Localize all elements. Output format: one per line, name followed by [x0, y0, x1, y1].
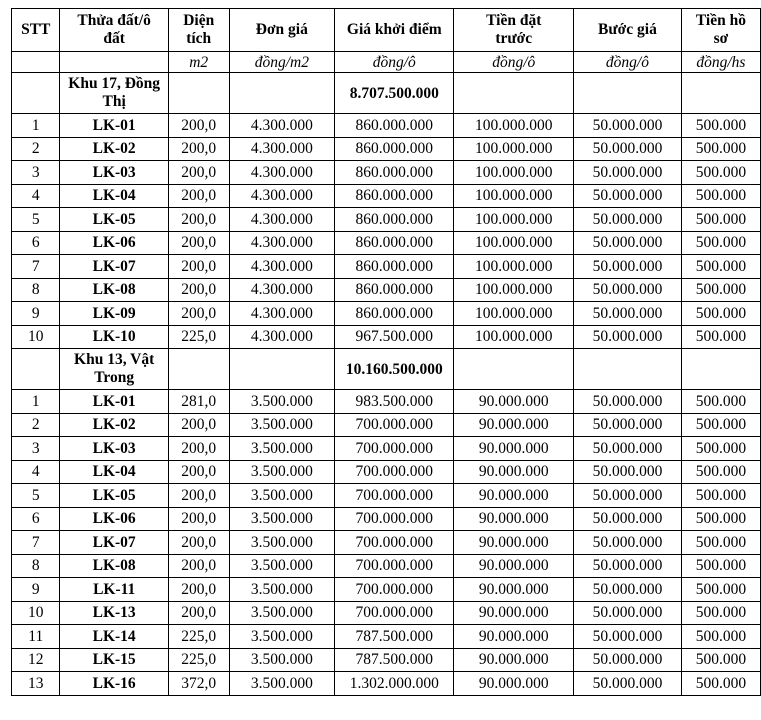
row-fee: 500.000 [681, 184, 760, 208]
row-area: 281,0 [168, 390, 229, 414]
unit-plot [60, 52, 168, 73]
row-deposit: 100.000.000 [454, 137, 574, 161]
row-area: 225,0 [168, 325, 229, 349]
row-fee: 500.000 [681, 507, 760, 531]
row-fee: 500.000 [681, 302, 760, 326]
row-stt: 7 [12, 531, 60, 555]
row-area: 200,0 [168, 601, 229, 625]
row-deposit: 90.000.000 [454, 437, 574, 461]
row-start-price: 787.500.000 [335, 625, 454, 649]
row-fee: 500.000 [681, 601, 760, 625]
unit-fee: đồng/hs [681, 52, 760, 73]
table-row [12, 302, 761, 326]
row-stt: 8 [12, 278, 60, 302]
unit-start-price: đồng/ô [335, 52, 454, 73]
row-plot: LK-15 [60, 648, 168, 672]
row-fee: 500.000 [681, 208, 760, 232]
row-unit-price: 3.500.000 [229, 437, 335, 461]
row-plot: LK-07 [60, 255, 168, 279]
row-plot: LK-08 [60, 554, 168, 578]
row-unit-price: 3.500.000 [229, 390, 335, 414]
row-step: 50.000.000 [574, 137, 682, 161]
header-deposit: Tiền đặt trước [454, 9, 574, 52]
row-start-price: 860.000.000 [335, 255, 454, 279]
table-row [12, 114, 761, 138]
header-step: Bước giá [574, 9, 682, 52]
row-fee: 500.000 [681, 255, 760, 279]
row-stt: 6 [12, 231, 60, 255]
row-deposit: 100.000.000 [454, 161, 574, 185]
zone-step [574, 349, 682, 390]
row-deposit: 90.000.000 [454, 601, 574, 625]
row-start-price: 700.000.000 [335, 601, 454, 625]
row-unit-price: 4.300.000 [229, 114, 335, 138]
table-row [12, 231, 761, 255]
table-row [12, 578, 761, 602]
header-plot: Thửa đất/ô đất [60, 9, 168, 52]
row-stt: 10 [12, 601, 60, 625]
row-fee: 500.000 [681, 484, 760, 508]
row-area: 200,0 [168, 507, 229, 531]
row-stt: 2 [12, 137, 60, 161]
row-unit-price: 3.500.000 [229, 484, 335, 508]
row-area: 200,0 [168, 208, 229, 232]
row-stt: 3 [12, 161, 60, 185]
zone-unit-price [229, 73, 335, 114]
row-area: 200,0 [168, 278, 229, 302]
row-stt: 2 [12, 413, 60, 437]
row-deposit: 100.000.000 [454, 231, 574, 255]
row-step: 50.000.000 [574, 184, 682, 208]
row-plot: LK-04 [60, 460, 168, 484]
auction-price-table [11, 8, 761, 696]
row-stt: 11 [12, 625, 60, 649]
row-unit-price: 3.500.000 [229, 460, 335, 484]
unit-unit-price: đồng/m2 [229, 52, 335, 73]
row-unit-price: 3.500.000 [229, 625, 335, 649]
row-stt: 1 [12, 114, 60, 138]
row-stt: 4 [12, 184, 60, 208]
row-fee: 500.000 [681, 672, 760, 696]
row-start-price: 860.000.000 [335, 302, 454, 326]
row-start-price: 983.500.000 [335, 390, 454, 414]
row-unit-price: 4.300.000 [229, 161, 335, 185]
row-deposit: 90.000.000 [454, 531, 574, 555]
row-fee: 500.000 [681, 578, 760, 602]
row-area: 200,0 [168, 484, 229, 508]
row-deposit: 90.000.000 [454, 390, 574, 414]
row-start-price: 860.000.000 [335, 278, 454, 302]
row-start-price: 700.000.000 [335, 554, 454, 578]
zone-stt [12, 73, 60, 114]
row-fee: 500.000 [681, 231, 760, 255]
row-unit-price: 3.500.000 [229, 672, 335, 696]
row-step: 50.000.000 [574, 484, 682, 508]
table-row [12, 460, 761, 484]
table-body [12, 52, 761, 696]
row-fee: 500.000 [681, 278, 760, 302]
zone-area [168, 349, 229, 390]
row-plot: LK-06 [60, 231, 168, 255]
table-row [12, 325, 761, 349]
row-area: 200,0 [168, 302, 229, 326]
zone-area [168, 73, 229, 114]
row-step: 50.000.000 [574, 413, 682, 437]
row-area: 200,0 [168, 531, 229, 555]
table-row [12, 161, 761, 185]
row-step: 50.000.000 [574, 507, 682, 531]
table-row [12, 625, 761, 649]
row-unit-price: 4.300.000 [229, 255, 335, 279]
zone-unit-price [229, 349, 335, 390]
row-fee: 500.000 [681, 531, 760, 555]
row-unit-price: 3.500.000 [229, 554, 335, 578]
row-deposit: 90.000.000 [454, 484, 574, 508]
row-unit-price: 4.300.000 [229, 325, 335, 349]
header-start-price: Giá khởi điểm [335, 9, 454, 52]
table-row [12, 278, 761, 302]
row-area: 200,0 [168, 460, 229, 484]
row-plot: LK-05 [60, 208, 168, 232]
unit-deposit: đồng/ô [454, 52, 574, 73]
row-step: 50.000.000 [574, 672, 682, 696]
zone-row [12, 349, 761, 390]
row-area: 200,0 [168, 161, 229, 185]
row-stt: 7 [12, 255, 60, 279]
row-fee: 500.000 [681, 625, 760, 649]
row-start-price: 860.000.000 [335, 114, 454, 138]
row-unit-price: 4.300.000 [229, 137, 335, 161]
row-area: 200,0 [168, 231, 229, 255]
units-row [12, 52, 761, 73]
row-plot: LK-14 [60, 625, 168, 649]
row-area: 200,0 [168, 137, 229, 161]
row-plot: LK-04 [60, 184, 168, 208]
header-unit-price: Đơn giá [229, 9, 335, 52]
row-deposit: 100.000.000 [454, 114, 574, 138]
row-step: 50.000.000 [574, 255, 682, 279]
row-plot: LK-01 [60, 390, 168, 414]
table-row [12, 437, 761, 461]
row-deposit: 100.000.000 [454, 325, 574, 349]
row-start-price: 1.302.000.000 [335, 672, 454, 696]
row-unit-price: 4.300.000 [229, 302, 335, 326]
row-stt: 6 [12, 507, 60, 531]
table-row [12, 413, 761, 437]
row-stt: 9 [12, 302, 60, 326]
row-area: 200,0 [168, 114, 229, 138]
row-stt: 9 [12, 578, 60, 602]
row-plot: LK-02 [60, 137, 168, 161]
zone-deposit [454, 349, 574, 390]
table-row [12, 208, 761, 232]
row-deposit: 90.000.000 [454, 507, 574, 531]
unit-step: đồng/ô [574, 52, 682, 73]
unit-area: m2 [168, 52, 229, 73]
row-deposit: 100.000.000 [454, 184, 574, 208]
row-fee: 500.000 [681, 460, 760, 484]
row-plot: LK-16 [60, 672, 168, 696]
row-start-price: 860.000.000 [335, 231, 454, 255]
row-start-price: 700.000.000 [335, 437, 454, 461]
row-unit-price: 4.300.000 [229, 231, 335, 255]
row-fee: 500.000 [681, 554, 760, 578]
zone-step [574, 73, 682, 114]
auction-price-table-container [11, 8, 761, 696]
row-fee: 500.000 [681, 390, 760, 414]
row-deposit: 100.000.000 [454, 302, 574, 326]
zone-deposit [454, 73, 574, 114]
row-unit-price: 4.300.000 [229, 278, 335, 302]
table-row [12, 255, 761, 279]
zone-fee [681, 349, 760, 390]
row-plot: LK-03 [60, 437, 168, 461]
row-unit-price: 3.500.000 [229, 507, 335, 531]
row-start-price: 860.000.000 [335, 137, 454, 161]
header-fee: Tiền hồ sơ [681, 9, 760, 52]
table-row [12, 672, 761, 696]
row-plot: LK-09 [60, 302, 168, 326]
row-start-price: 700.000.000 [335, 531, 454, 555]
row-step: 50.000.000 [574, 578, 682, 602]
row-step: 50.000.000 [574, 161, 682, 185]
row-step: 50.000.000 [574, 302, 682, 326]
table-row [12, 390, 761, 414]
table-row [12, 601, 761, 625]
row-stt: 5 [12, 208, 60, 232]
row-fee: 500.000 [681, 137, 760, 161]
row-deposit: 90.000.000 [454, 625, 574, 649]
row-deposit: 90.000.000 [454, 413, 574, 437]
row-start-price: 787.500.000 [335, 648, 454, 672]
row-unit-price: 4.300.000 [229, 208, 335, 232]
row-deposit: 100.000.000 [454, 278, 574, 302]
table-row [12, 484, 761, 508]
row-stt: 8 [12, 554, 60, 578]
row-fee: 500.000 [681, 114, 760, 138]
row-deposit: 90.000.000 [454, 672, 574, 696]
row-unit-price: 3.500.000 [229, 413, 335, 437]
row-start-price: 700.000.000 [335, 484, 454, 508]
row-step: 50.000.000 [574, 625, 682, 649]
row-plot: LK-05 [60, 484, 168, 508]
row-step: 50.000.000 [574, 278, 682, 302]
row-step: 50.000.000 [574, 325, 682, 349]
row-deposit: 100.000.000 [454, 208, 574, 232]
row-start-price: 700.000.000 [335, 460, 454, 484]
row-deposit: 100.000.000 [454, 255, 574, 279]
row-step: 50.000.000 [574, 601, 682, 625]
table-row [12, 531, 761, 555]
zone-name: Khu 13, Vật Trong [60, 349, 168, 390]
row-deposit: 90.000.000 [454, 460, 574, 484]
row-unit-price: 4.300.000 [229, 184, 335, 208]
row-deposit: 90.000.000 [454, 648, 574, 672]
row-plot: LK-06 [60, 507, 168, 531]
row-area: 200,0 [168, 578, 229, 602]
row-step: 50.000.000 [574, 390, 682, 414]
row-area: 200,0 [168, 255, 229, 279]
table-row [12, 507, 761, 531]
zone-row [12, 73, 761, 114]
row-unit-price: 3.500.000 [229, 578, 335, 602]
row-plot: LK-10 [60, 325, 168, 349]
row-plot: LK-01 [60, 114, 168, 138]
row-stt: 13 [12, 672, 60, 696]
row-step: 50.000.000 [574, 231, 682, 255]
table-row [12, 184, 761, 208]
row-plot: LK-02 [60, 413, 168, 437]
row-stt: 5 [12, 484, 60, 508]
row-start-price: 700.000.000 [335, 578, 454, 602]
row-unit-price: 3.500.000 [229, 601, 335, 625]
row-plot: LK-07 [60, 531, 168, 555]
row-area: 200,0 [168, 413, 229, 437]
zone-total: 8.707.500.000 [335, 73, 454, 114]
row-plot: LK-13 [60, 601, 168, 625]
zone-name: Khu 17, Đồng Thị [60, 73, 168, 114]
header-area: Diện tích [168, 9, 229, 52]
row-step: 50.000.000 [574, 460, 682, 484]
unit-stt [12, 52, 60, 73]
row-start-price: 860.000.000 [335, 184, 454, 208]
row-area: 200,0 [168, 437, 229, 461]
zone-stt [12, 349, 60, 390]
row-stt: 3 [12, 437, 60, 461]
row-unit-price: 3.500.000 [229, 648, 335, 672]
row-step: 50.000.000 [574, 531, 682, 555]
zone-total: 10.160.500.000 [335, 349, 454, 390]
row-area: 225,0 [168, 648, 229, 672]
row-deposit: 90.000.000 [454, 578, 574, 602]
row-step: 50.000.000 [574, 437, 682, 461]
row-stt: 10 [12, 325, 60, 349]
row-fee: 500.000 [681, 161, 760, 185]
table-row [12, 137, 761, 161]
row-step: 50.000.000 [574, 554, 682, 578]
row-area: 372,0 [168, 672, 229, 696]
row-area: 225,0 [168, 625, 229, 649]
row-start-price: 700.000.000 [335, 413, 454, 437]
row-step: 50.000.000 [574, 208, 682, 232]
row-step: 50.000.000 [574, 648, 682, 672]
row-plot: LK-08 [60, 278, 168, 302]
row-stt: 12 [12, 648, 60, 672]
row-fee: 500.000 [681, 413, 760, 437]
row-start-price: 860.000.000 [335, 208, 454, 232]
row-fee: 500.000 [681, 437, 760, 461]
table-row [12, 554, 761, 578]
row-step: 50.000.000 [574, 114, 682, 138]
header-row [12, 9, 761, 52]
row-fee: 500.000 [681, 325, 760, 349]
table-row [12, 648, 761, 672]
row-start-price: 860.000.000 [335, 161, 454, 185]
row-stt: 1 [12, 390, 60, 414]
row-start-price: 700.000.000 [335, 507, 454, 531]
row-area: 200,0 [168, 554, 229, 578]
row-start-price: 967.500.000 [335, 325, 454, 349]
row-stt: 4 [12, 460, 60, 484]
row-plot: LK-11 [60, 578, 168, 602]
zone-fee [681, 73, 760, 114]
header-stt: STT [12, 9, 60, 52]
row-unit-price: 3.500.000 [229, 531, 335, 555]
row-plot: LK-03 [60, 161, 168, 185]
row-fee: 500.000 [681, 648, 760, 672]
row-area: 200,0 [168, 184, 229, 208]
row-deposit: 90.000.000 [454, 554, 574, 578]
